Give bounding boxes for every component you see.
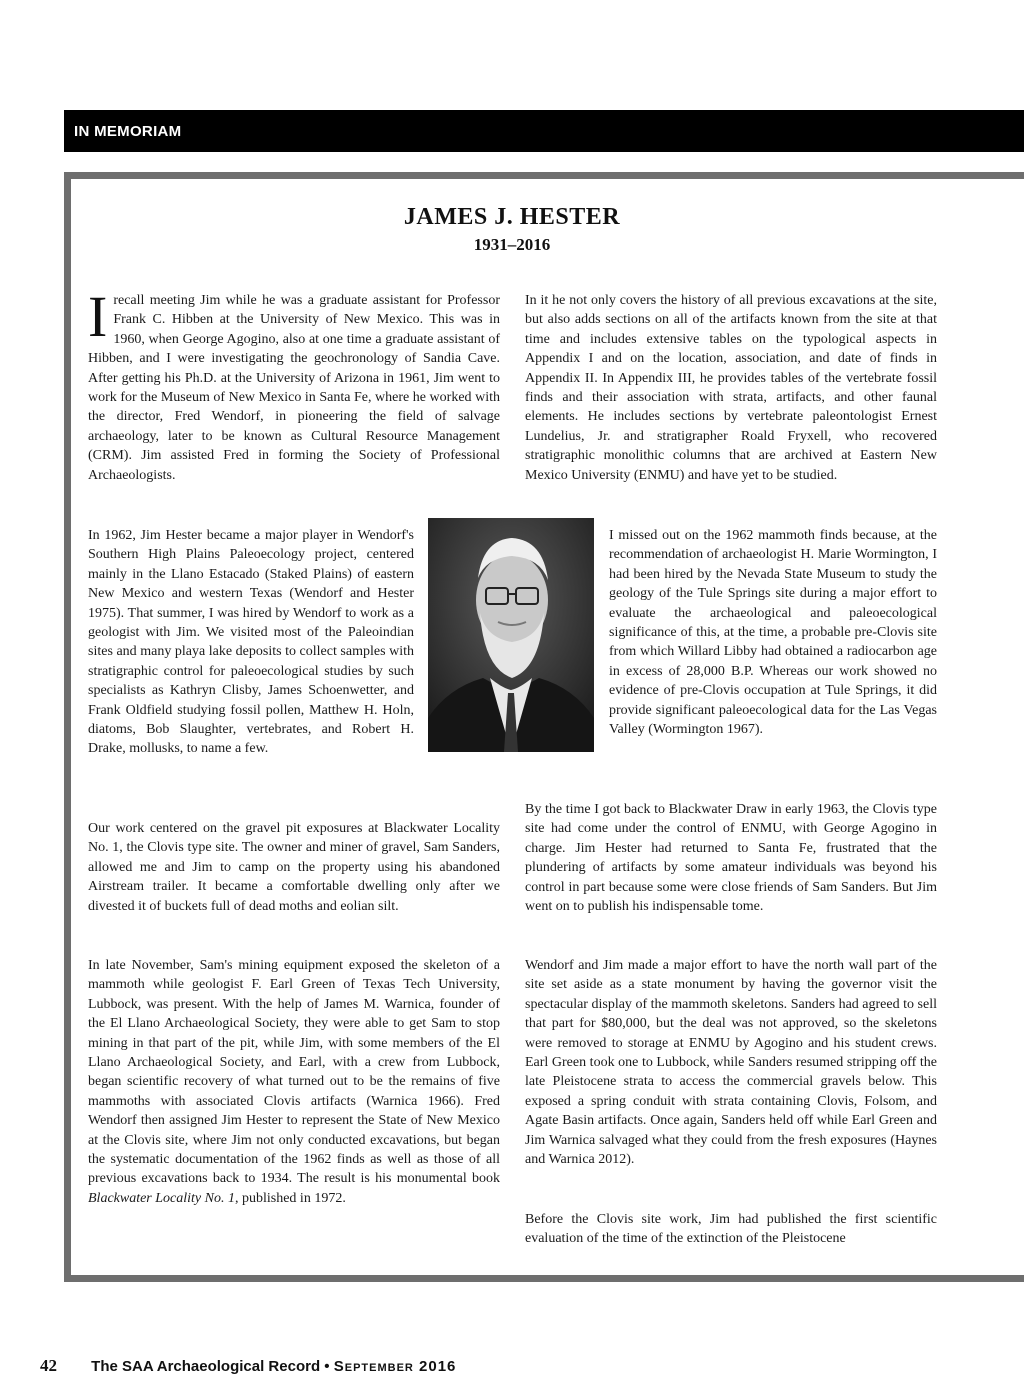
memoriam-name: JAMES J. HESTER — [403, 204, 621, 230]
publication-name: The SAA Archaeological Record — [91, 1358, 321, 1375]
left-paragraph-3 — [88, 819, 500, 916]
left-paragraph-4 — [88, 956, 500, 1208]
right-paragraph-3 — [525, 800, 937, 916]
right-paragraph-5-text: Before the Clovis site work, Jim had published the first scientific evaluation of the time of the extinction of the Pleistocene — [525, 1212, 937, 1247]
section-title: IN MEMORIAM — [74, 122, 182, 140]
section-banner — [64, 110, 1024, 152]
right-paragraph-2 — [609, 526, 937, 739]
left-paragraph-1 — [88, 284, 500, 485]
portrait-image — [428, 518, 594, 752]
left-paragraph-3-text: Our work centered on the gravel pit exposures at Blackwater Locality No. 1, the Clovis type site. The owner and miner of gravel, Sam Sanders, allowed me and Jim to camp on the property using his abandoned Airstream trailer. It became a comfortable dwelling only after we divested it of buckets full of dead moths and eolian silt. — [88, 821, 500, 914]
left-paragraph-4-text: In late November, Sam's mining equipment exposed the skeleton of a mammoth while geologist F. Earl Green of Texas Tech University, Lubbock, was present. With the help of James M. Warnica, founder of the El Llano Archaeological Society, they were able to get Sam to stop mining in that part of the pit, while Jim, with some members of the El Llano Archaeological Society, and Earl, with a crew from Lubbock, began scientific recovery of what turned out to be the remains of five mammoths with associated Clovis artifacts (Warnica 1966). Fred Wendorf then assigned Jim Hester to represent the State of New Mexico at the Clovis site, where Jim not only conducted excavations, but began the systematic documentation of the 1962 finds as well as those of all previous excavations back to 1934. The result is his monumental book — [88, 958, 500, 1187]
right-paragraph-4-text: Wendorf and Jim made a major effort to have the north wall part of the site set aside as a state monument by having the governor visit the spectacular display of the mammoth skeletons. Sanders had agreed to sell that part for $80,000, but the deal was not approved, so the skeletons were removed to storage at ENMU by Agogino and his student crews. Earl Green took one to Lubbock, while Sanders resumed stripping off the late Pleistocene strata to access the commercial gravels below. This exposed a spring conduit with strata containing Clovis, Folsom, and Agate Basin artifacts. Once again, Sanders held off while Earl Green and Jim Warnica salvaged what they could from the fresh exposures (Haynes and Warnica 2012). — [525, 958, 937, 1168]
issue-date: September 2016 — [333, 1358, 457, 1375]
right-paragraph-4 — [525, 956, 937, 1169]
right-paragraph-3-text: By the time I got back to Blackwater Draw in early 1963, the Clovis type site had come under the control of ENMU, with George Agogino in charge. Jim Hester had returned to Santa Fe, frustrated that the plundering of artifacts by some amateur individuals was beyond his control in part because some were close friends of Sam Sanders. But Jim went on to publish his indispensable tome. — [525, 802, 937, 915]
left-paragraph-2-text: In 1962, Jim Hester became a major player in Wendorf's Southern High Plains Paleoecology project, centered mainly in the Llano Estacado (Staked Plains) of eastern New Mexico and western Texas (Wendorf and Hester 1975). That summer, I was hired by Wendorf to work as a geologist with Jim. We visited most of the Paleoindian sites and many playa lake deposits to collect samples with stratigraphic control for paleoecological studies by such specialists as Kathryn Clisby, James Schoenwetter, and Frank Oldfield studying fossil pollen, Matthew H. Holn, diatoms, Bob Slaughter, vertebrates, and Robert H. Drake, mollusks, to name a few. — [88, 528, 414, 757]
page-number: 42 — [40, 1356, 57, 1375]
right-paragraph-1 — [525, 291, 937, 485]
page-footer — [40, 1356, 456, 1376]
footer-separator: • — [324, 1358, 330, 1375]
left-paragraph-2 — [88, 526, 414, 759]
portrait-photo — [428, 518, 594, 752]
left-paragraph-1-text: recall meeting Jim while he was a graduate assistant for Professor Frank C. Hibben at the University of New Mexico. This was in 1960, when George Agogino, also at one time a graduate assistant of Hibben, and I were investigating the geochronology of Sandia Cave. After getting his Ph.D. at the University of Arizona in 1961, Jim went to work for the Museum of New Mexico in Santa Fe, where he worked with the director, Fred Wendorf, in pioneering the field of salvage archaeology, later to be known as Cultural Resource Management (CRM). Jim assisted Fred in forming the Society of Professional Archaeologists. — [88, 293, 500, 483]
article-title-block — [0, 204, 1024, 255]
memoriam-dates: 1931–2016 — [473, 235, 551, 254]
right-paragraph-5 — [525, 1210, 937, 1249]
left-paragraph-4-end: , published in 1972. — [234, 1190, 346, 1206]
right-paragraph-2-text: I missed out on the 1962 mammoth finds because, at the recommendation of archaeologist H. Marie Wormington, I had been hired by the Nevada State Museum to study the geology of the Tule Springs site during a major effort to evaluate the archaeological and paleoecological significance of this, at the time, a probable pre-Clovis site from which Willard Libby had obtained a radiocarbon age in excess of 28,000 B.P. Whereas our work showed no evidence of pre-Clovis occupation at Tule Springs, it did provide significant paleoecological data for the Las Vegas Valley (Wormington 1967). — [609, 528, 937, 738]
book-title: Blackwater Locality No. 1 — [88, 1190, 235, 1206]
drop-cap: I — [88, 284, 108, 349]
right-paragraph-1-text: In it he not only covers the history of all previous excavations at the site, but also adds sections on all of the artifacts known from the site at that time and includes extensive tables on the typological aspects in Appendix I and on the location, association, and date of finds in Appendix II. In Appendix III, he provides tables of the vertebrate fossil finds and their association with strata, artifacts, and other faunal elements. He includes sections by vertebrate paleontologist Ernest Lundelius, Jr. and stratigrapher Roald Fryxell, who recovered stratigraphic monolithic columns that are archived at Eastern New Mexico University (ENMU) and have yet to be studied. — [525, 293, 937, 483]
